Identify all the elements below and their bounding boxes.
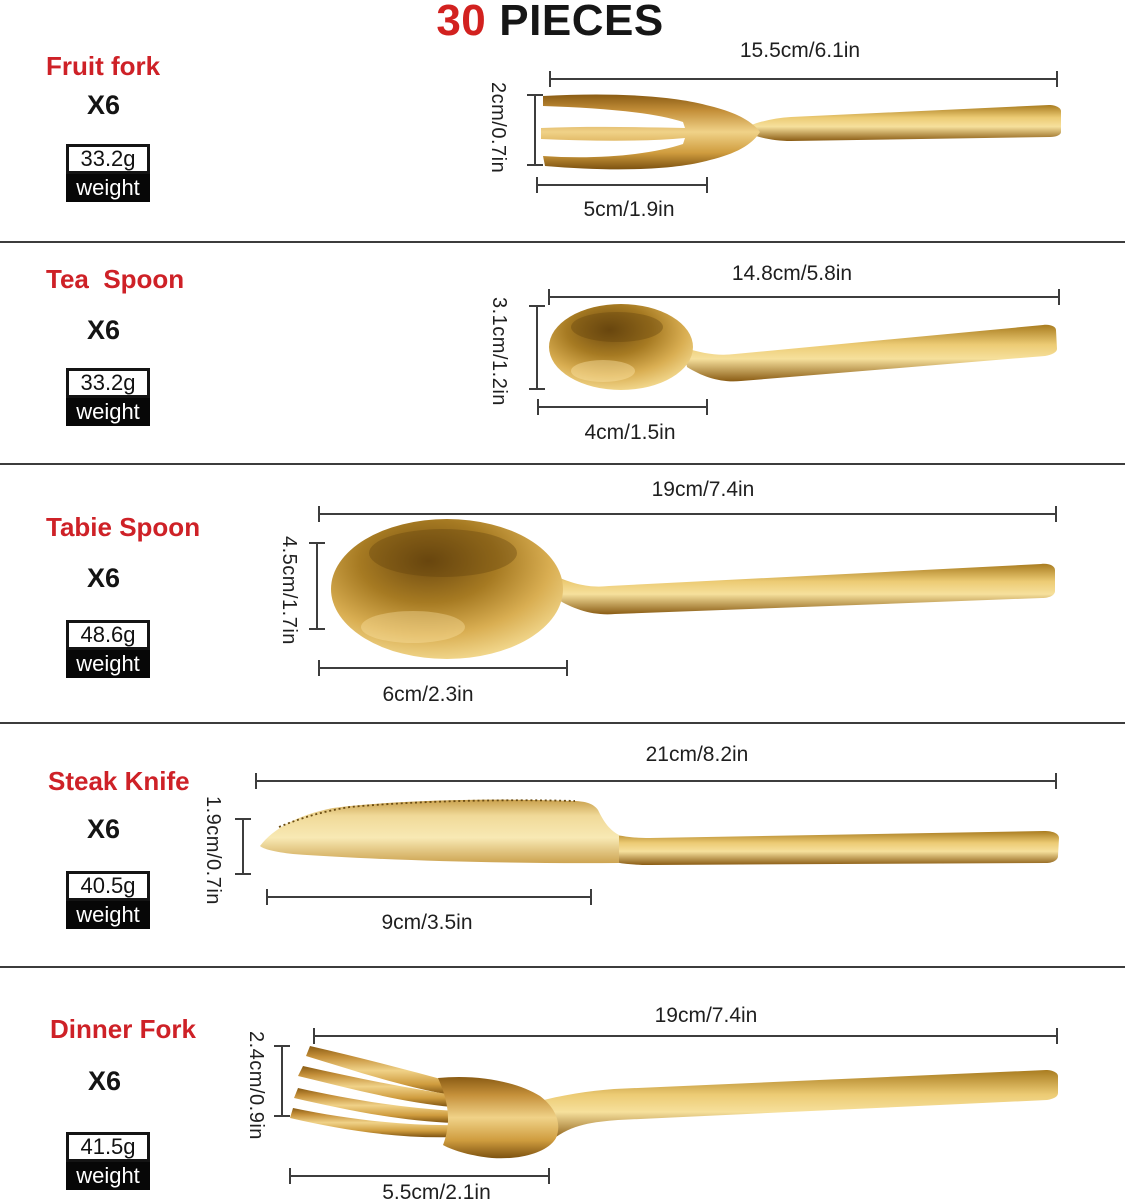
item-quantity: X6: [87, 563, 121, 593]
weight-label: weight: [66, 1162, 150, 1190]
weight-badge: [66, 1132, 150, 1190]
head-width-label: 1.9cm/0.7in: [202, 796, 224, 905]
head-width-dimension-line: [235, 818, 251, 875]
head-length-label: 5.5cm/2.1in: [382, 1181, 491, 1200]
head-length-label: 6cm/2.3in: [382, 683, 474, 706]
weight-label: weight: [66, 398, 150, 426]
item-quantity: X6: [87, 814, 121, 844]
total-length-label: 21cm/8.2in: [645, 743, 749, 766]
head-width-label: 2.4cm/0.9in: [245, 1031, 267, 1140]
item-quantity: X6: [88, 1066, 122, 1096]
weight-value: 41.5g: [66, 1132, 150, 1162]
weight-badge: [66, 620, 150, 678]
head-width-label: 3.1cm/1.2in: [488, 297, 510, 406]
weight-badge: [66, 368, 150, 426]
item-name-dinner-fork: Dinner Fork: [50, 1014, 196, 1044]
row-divider: [0, 966, 1125, 968]
weight-label: weight: [66, 650, 150, 678]
total-length-label: 14.8cm/5.8in: [731, 262, 853, 285]
total-length-label: 15.5cm/6.1in: [739, 39, 861, 62]
weight-value: 33.2g: [66, 368, 150, 398]
weight-value: 33.2g: [66, 144, 150, 174]
item-name-fruit-fork: Fruit fork: [46, 51, 161, 81]
item-name-steak-knife: Steak Knife: [48, 766, 190, 796]
head-width-label: 4.5cm/1.7in: [278, 536, 300, 645]
head-length-dimension-line: [536, 177, 708, 193]
item-name-table-spoon: Tabie Spoon: [46, 512, 201, 542]
total-length-dimension-line: [549, 71, 1058, 87]
item-quantity: X6: [87, 315, 121, 345]
item-name-tea-spoon: Tea Spoon: [46, 264, 185, 294]
weight-value: 48.6g: [66, 620, 150, 650]
head-width-dimension-line: [309, 542, 325, 630]
head-width-label: 2cm/0.7in: [487, 82, 509, 174]
weight-badge: [66, 144, 150, 202]
head-length-label: 5cm/1.9in: [583, 198, 675, 221]
title-piece-count: 30: [436, 0, 487, 45]
weight-badge: [66, 871, 150, 929]
page-title: [380, 0, 720, 46]
total-length-dimension-line: [255, 773, 1057, 789]
dinner-fork-image: [280, 1040, 1065, 1165]
weight-label: weight: [66, 901, 150, 929]
head-width-dimension-line: [529, 305, 545, 390]
weight-label: weight: [66, 174, 150, 202]
head-length-dimension-line: [318, 660, 568, 676]
total-length-label: 19cm/7.4in: [651, 478, 755, 501]
head-length-dimension-line: [266, 889, 592, 905]
row-divider: [0, 241, 1125, 243]
steak-knife-image: [255, 793, 1065, 878]
item-quantity: X6: [87, 90, 121, 120]
head-length-label: 4cm/1.5in: [584, 421, 676, 444]
fruit-fork-image: [535, 92, 1068, 172]
title-word: PIECES: [499, 0, 664, 45]
weight-value: 40.5g: [66, 871, 150, 901]
row-divider: [0, 463, 1125, 465]
table-spoon-image: [325, 515, 1065, 665]
total-length-label: 19cm/7.4in: [654, 1004, 758, 1027]
head-length-dimension-line: [537, 399, 708, 415]
row-divider: [0, 722, 1125, 724]
head-length-label: 9cm/3.5in: [381, 911, 473, 934]
